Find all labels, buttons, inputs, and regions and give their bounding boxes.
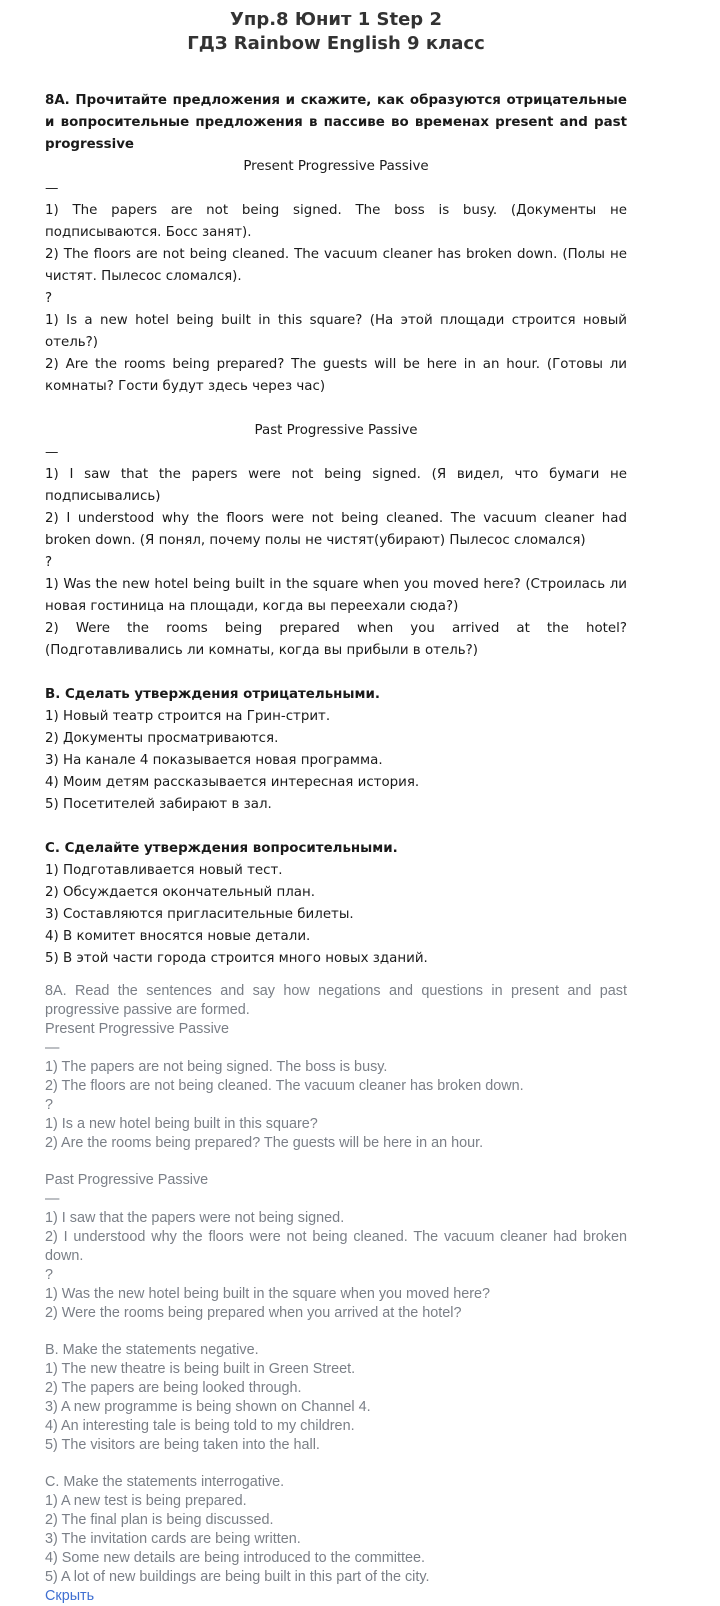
en-past-neg-1: 1) I saw that the papers were not being signed. bbox=[45, 1210, 345, 1226]
ru-past-question-1: 1) Was the new hotel being built in the square when you moved here? (Строилась ли новая гостиница на площади, когда вы переехали сюда?) bbox=[45, 577, 627, 614]
hide-translation-link[interactable]: Скрыть bbox=[45, 1588, 95, 1604]
ru-b-heading: В. Сделать утверждения отрицательными. bbox=[45, 687, 380, 702]
ru-c-item-2: 2) Обсуждается окончательный план. bbox=[45, 885, 315, 900]
english-section bbox=[45, 982, 627, 1606]
en-present-neg-1: 1) The papers are not being signed. The boss is busy. bbox=[45, 1059, 388, 1075]
en-b-heading: B. Make the statements negative. bbox=[45, 1342, 259, 1358]
russian-section bbox=[45, 90, 627, 970]
en-c-item-4: 4) Some new details are being introduced to the committee. bbox=[45, 1550, 425, 1566]
en-present-heading: Present Progressive Passive bbox=[45, 1021, 229, 1037]
page-title bbox=[45, 8, 627, 56]
ru-past-question-2: 2) Were the rooms being prepared when you arrived at the hotel? (Подготавливались ли комнаты, когда вы прибыли в отель?) bbox=[45, 621, 627, 658]
en-present-question-1: 1) Is a new hotel being built in this square? bbox=[45, 1116, 318, 1132]
spacer bbox=[45, 1455, 627, 1473]
spacer bbox=[45, 816, 627, 838]
spacer bbox=[45, 1153, 627, 1171]
spacer bbox=[45, 662, 627, 684]
title-line-1: Упр.8 Юнит 1 Step 2 bbox=[230, 9, 442, 30]
ru-past-neg-1: 1) I saw that the papers were not being signed. (Я видел, что бумаги не подписывались) bbox=[45, 467, 627, 504]
ru-past-q-mark: ? bbox=[45, 555, 53, 570]
en-b-item-2: 2) The papers are being looked through. bbox=[45, 1380, 302, 1396]
ru-b-item-3: 3) На канале 4 показывается новая программа. bbox=[45, 753, 383, 768]
ru-c-item-5: 5) В этой части города строится много новых зданий. bbox=[45, 951, 428, 966]
en-c-item-3: 3) The invitation cards are being written. bbox=[45, 1531, 301, 1547]
en-c-item-1: 1) A new test is being prepared. bbox=[45, 1493, 247, 1509]
en-c-item-5: 5) A lot of new buildings are being built in this part of the city. bbox=[45, 1569, 430, 1585]
en-present-dash: — bbox=[45, 1040, 60, 1056]
en-exercise-intro: 8A. Read the sentences and say how negations and questions in present and past progressive passive are formed. bbox=[45, 983, 627, 1018]
ru-present-question-1: 1) Is a new hotel being built in this square? (На этой площади строится новый отель?) bbox=[45, 313, 627, 350]
en-past-dash: — bbox=[45, 1191, 60, 1207]
ru-past-dash: — bbox=[45, 445, 59, 460]
ru-present-q-mark: ? bbox=[45, 291, 53, 306]
en-present-neg-2: 2) The floors are not being cleaned. The vacuum cleaner has broken down. bbox=[45, 1078, 524, 1094]
en-c-item-2: 2) The final plan is being discussed. bbox=[45, 1512, 274, 1528]
ru-exercise-intro: 8А. Прочитайте предложения и скажите, как образуются отрицательные и вопросительные предложения в пассиве во временах present and past progressive bbox=[45, 93, 627, 152]
en-b-item-3: 3) A new programme is being shown on Channel 4. bbox=[45, 1399, 371, 1415]
ru-b-item-4: 4) Моим детям рассказывается интересная история. bbox=[45, 775, 420, 790]
ru-b-item-1: 1) Новый театр строится на Грин-стрит. bbox=[45, 709, 331, 724]
en-past-question-1: 1) Was the new hotel being built in the square when you moved here? bbox=[45, 1286, 491, 1302]
ru-present-question-2: 2) Are the rooms being prepared? The guests will be here in an hour. (Готовы ли комнаты? Гости будут здесь через час) bbox=[45, 357, 627, 394]
spacer bbox=[45, 1323, 627, 1341]
ru-b-item-2: 2) Документы просматриваются. bbox=[45, 731, 279, 746]
ru-present-dash: — bbox=[45, 181, 59, 196]
en-past-question-2: 2) Were the rooms being prepared when you arrived at the hotel? bbox=[45, 1305, 462, 1321]
article bbox=[45, 8, 627, 1606]
en-c-heading: C. Make the statements interrogative. bbox=[45, 1474, 285, 1490]
en-past-neg-2: 2) I understood why the floors were not being cleaned. The vacuum cleaner had broken down. bbox=[45, 1229, 627, 1264]
ru-b-item-5: 5) Посетителей забирают в зал. bbox=[45, 797, 272, 812]
ru-present-heading: Present Progressive Passive bbox=[243, 159, 429, 174]
ru-present-neg-2: 2) The floors are not being cleaned. The vacuum cleaner has broken down. (Полы не чистят. Пылесос сломался). bbox=[45, 247, 627, 284]
en-b-item-5: 5) The visitors are being taken into the hall. bbox=[45, 1437, 320, 1453]
en-b-item-4: 4) An interesting tale is being told to my children. bbox=[45, 1418, 355, 1434]
ru-past-heading: Past Progressive Passive bbox=[254, 423, 418, 438]
ru-c-item-1: 1) Подготавливается новый тест. bbox=[45, 863, 283, 878]
en-present-q-mark: ? bbox=[45, 1097, 54, 1113]
ru-c-heading: С. Сделайте утверждения вопросительными. bbox=[45, 841, 398, 856]
en-past-q-mark: ? bbox=[45, 1267, 54, 1283]
en-b-item-1: 1) The new theatre is being built in Green Street. bbox=[45, 1361, 356, 1377]
ru-past-neg-2: 2) I understood why the floors were not being cleaned. The vacuum cleaner had broken down. (Я понял, почему полы не чистят(убирают) Пылесос сломался) bbox=[45, 511, 627, 548]
en-present-question-2: 2) Are the rooms being prepared? The guests will be here in an hour. bbox=[45, 1135, 484, 1151]
ru-c-item-3: 3) Составляются пригласительные билеты. bbox=[45, 907, 354, 922]
en-past-heading: Past Progressive Passive bbox=[45, 1172, 209, 1188]
ru-c-item-4: 4) В комитет вносятся новые детали. bbox=[45, 929, 311, 944]
title-line-2: ГДЗ Rainbow English 9 класс bbox=[187, 33, 485, 54]
ru-present-neg-1: 1) The papers are not being signed. The boss is busy. (Документы не подписываются. Босс занят). bbox=[45, 203, 627, 240]
spacer bbox=[45, 398, 627, 420]
